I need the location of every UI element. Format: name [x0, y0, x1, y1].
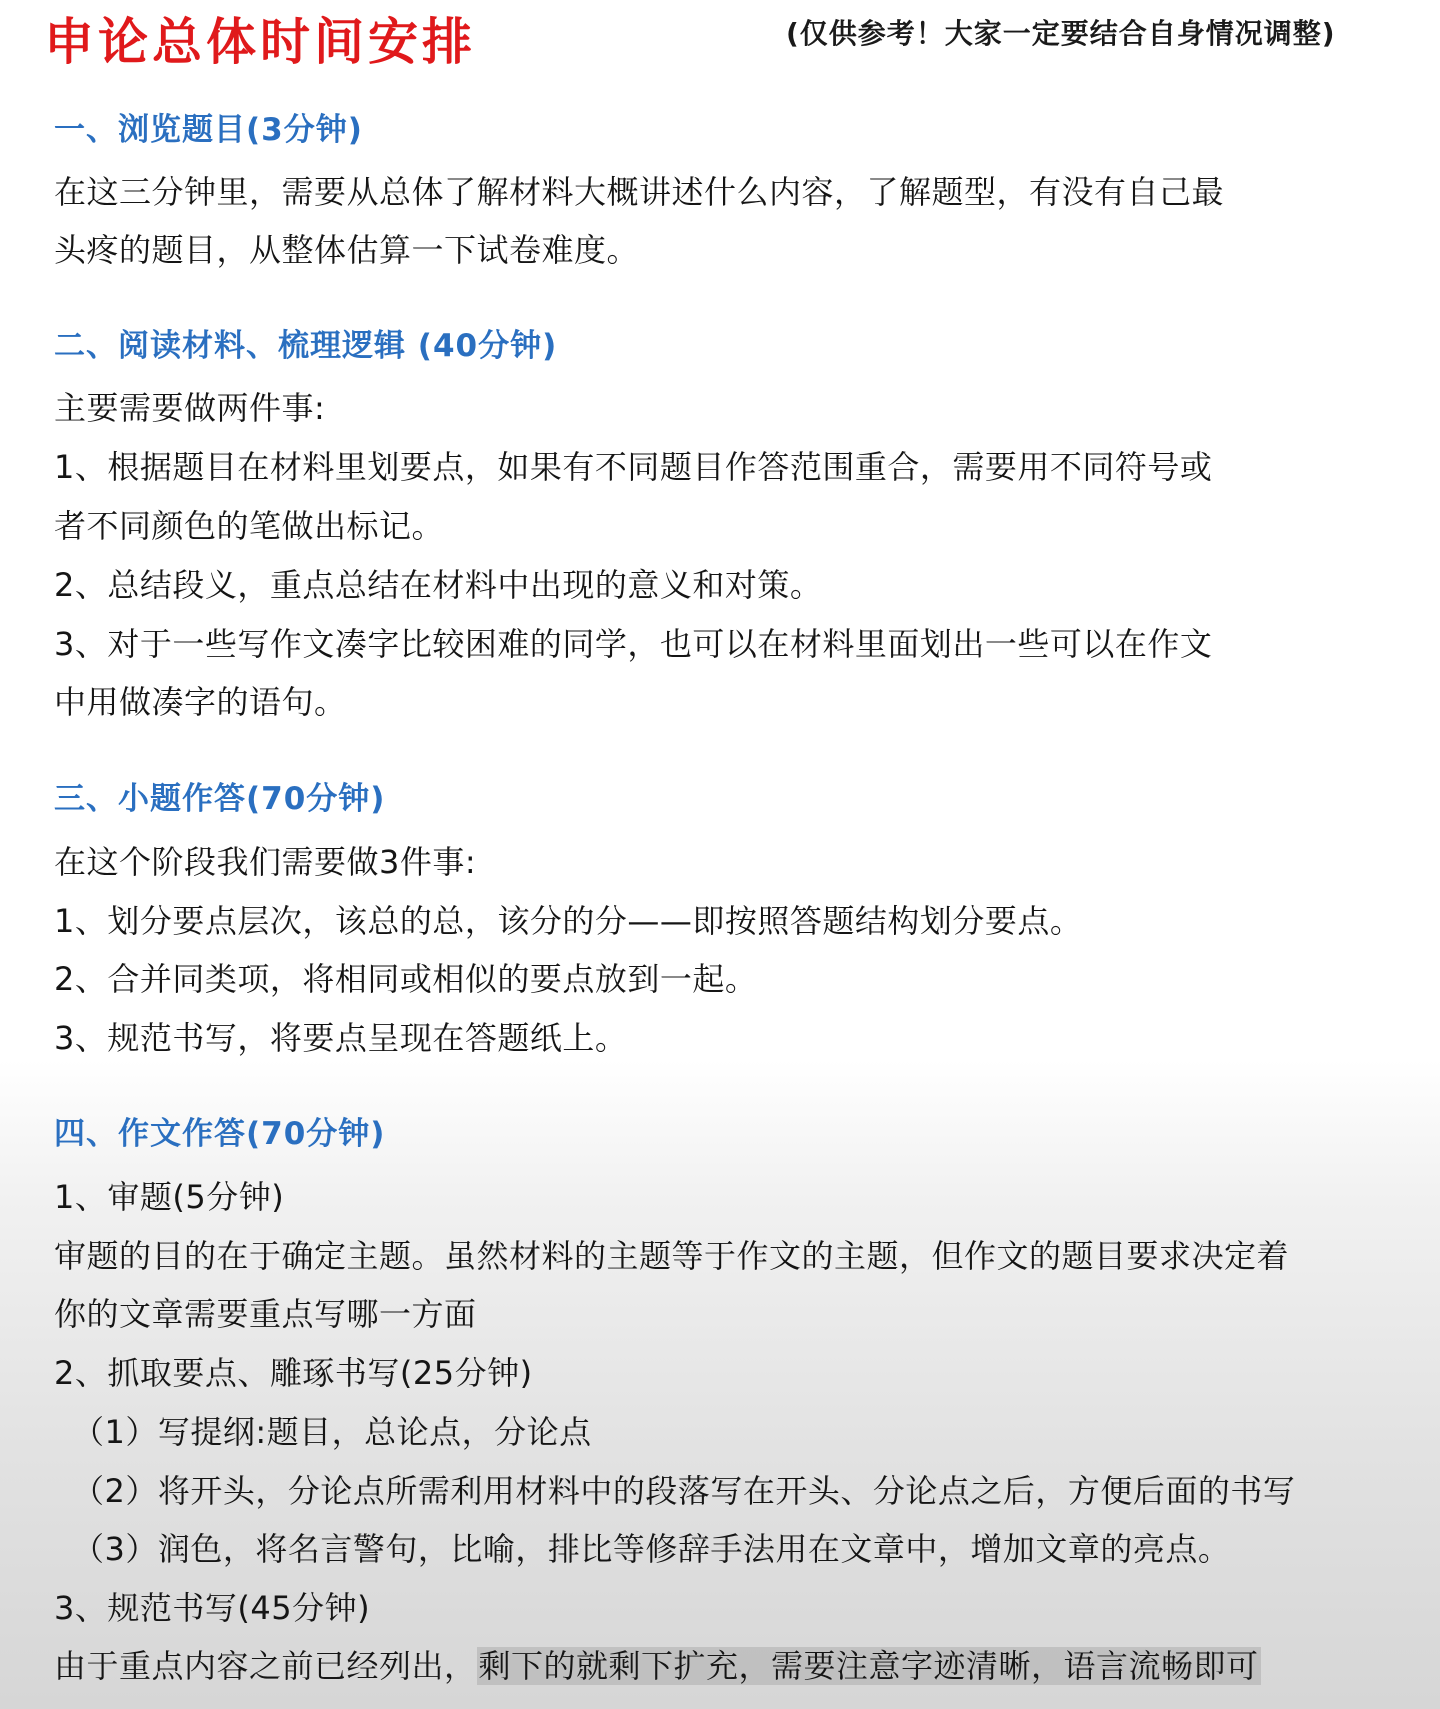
section-2-line-1: 主要需要做两件事: [54, 389, 326, 427]
section-heading-1: 一、浏览题目(3分钟) [54, 112, 363, 148]
page-title: 申论总体时间安排 [44, 13, 476, 71]
reference-note: (仅供参考！大家一定要结合自身情况调整) [786, 17, 1336, 50]
section-heading-4: 四、作文作答(70分钟) [54, 1116, 386, 1152]
section-3-line-4: 3、规范书写，将要点呈现在答题纸上。 [54, 1019, 628, 1057]
section-3-line-3: 2、合并同类项，将相同或相似的要点放到一起。 [54, 960, 758, 998]
section-4-line-5: （1）写提纲:题目，总论点，分论点 [72, 1413, 592, 1451]
section-4-line-9 [54, 1642, 1261, 1690]
section-4-line-3: 你的文章需要重点写哪一方面 [54, 1295, 477, 1333]
section-4-line-7: （3）润色，将名言警句，比喻，排比等修辞手法用在文章中，增加文章的亮点。 [72, 1530, 1231, 1568]
section-2-line-6: 中用做凑字的语句。 [54, 683, 347, 721]
section-4-line-8: 3、规范书写(45分钟) [54, 1589, 371, 1627]
section-2-line-3: 者不同颜色的笔做出标记。 [54, 507, 445, 545]
section-4-line-6: （2）将开头，分论点所需利用材料中的段落写在开头、分论点之后，方便后面的书写 [72, 1472, 1296, 1510]
section-2-line-4: 2、总结段义，重点总结在材料中出现的意义和对策。 [54, 566, 823, 604]
section-2-line-2: 1、根据题目在材料里划要点，如果有不同题目作答范围重合，需要用不同符号或 [54, 448, 1213, 486]
section-heading-3: 三、小题作答(70分钟) [54, 781, 386, 817]
section-4-line-2: 审题的目的在于确定主题。虽然材料的主题等于作文的主题，但作文的题目要求决定着 [54, 1237, 1290, 1275]
section-3-line-2: 1、划分要点层次，该总的总，该分的分——即按照答题结构划分要点。 [54, 902, 1083, 940]
section-4-line-4: 2、抓取要点、雕琢书写(25分钟) [54, 1354, 533, 1392]
section-4-last-line-start: 由于重点内容之前已经列出， [54, 1647, 477, 1685]
section-2-line-5: 3、对于一些写作文凑字比较困难的同学，也可以在材料里面划出一些可以在作文 [54, 625, 1213, 663]
section-4-last-line-highlight: 剩下的就剩下扩充，需要注意字迹清晰，语言流畅即可 [478, 1647, 1259, 1685]
section-4-line-1: 1、审题(5分钟) [54, 1178, 285, 1216]
section-heading-2: 二、阅读材料、梳理逻辑 (40分钟) [54, 328, 558, 364]
section-3-line-1: 在这个阶段我们需要做3件事: [54, 843, 477, 881]
section-1-line-2: 头疼的题目，从整体估算一下试卷难度。 [54, 231, 640, 269]
section-1-line-1: 在这三分钟里，需要从总体了解材料大概讲述什么内容，了解题型，有没有自己最 [54, 173, 1225, 211]
